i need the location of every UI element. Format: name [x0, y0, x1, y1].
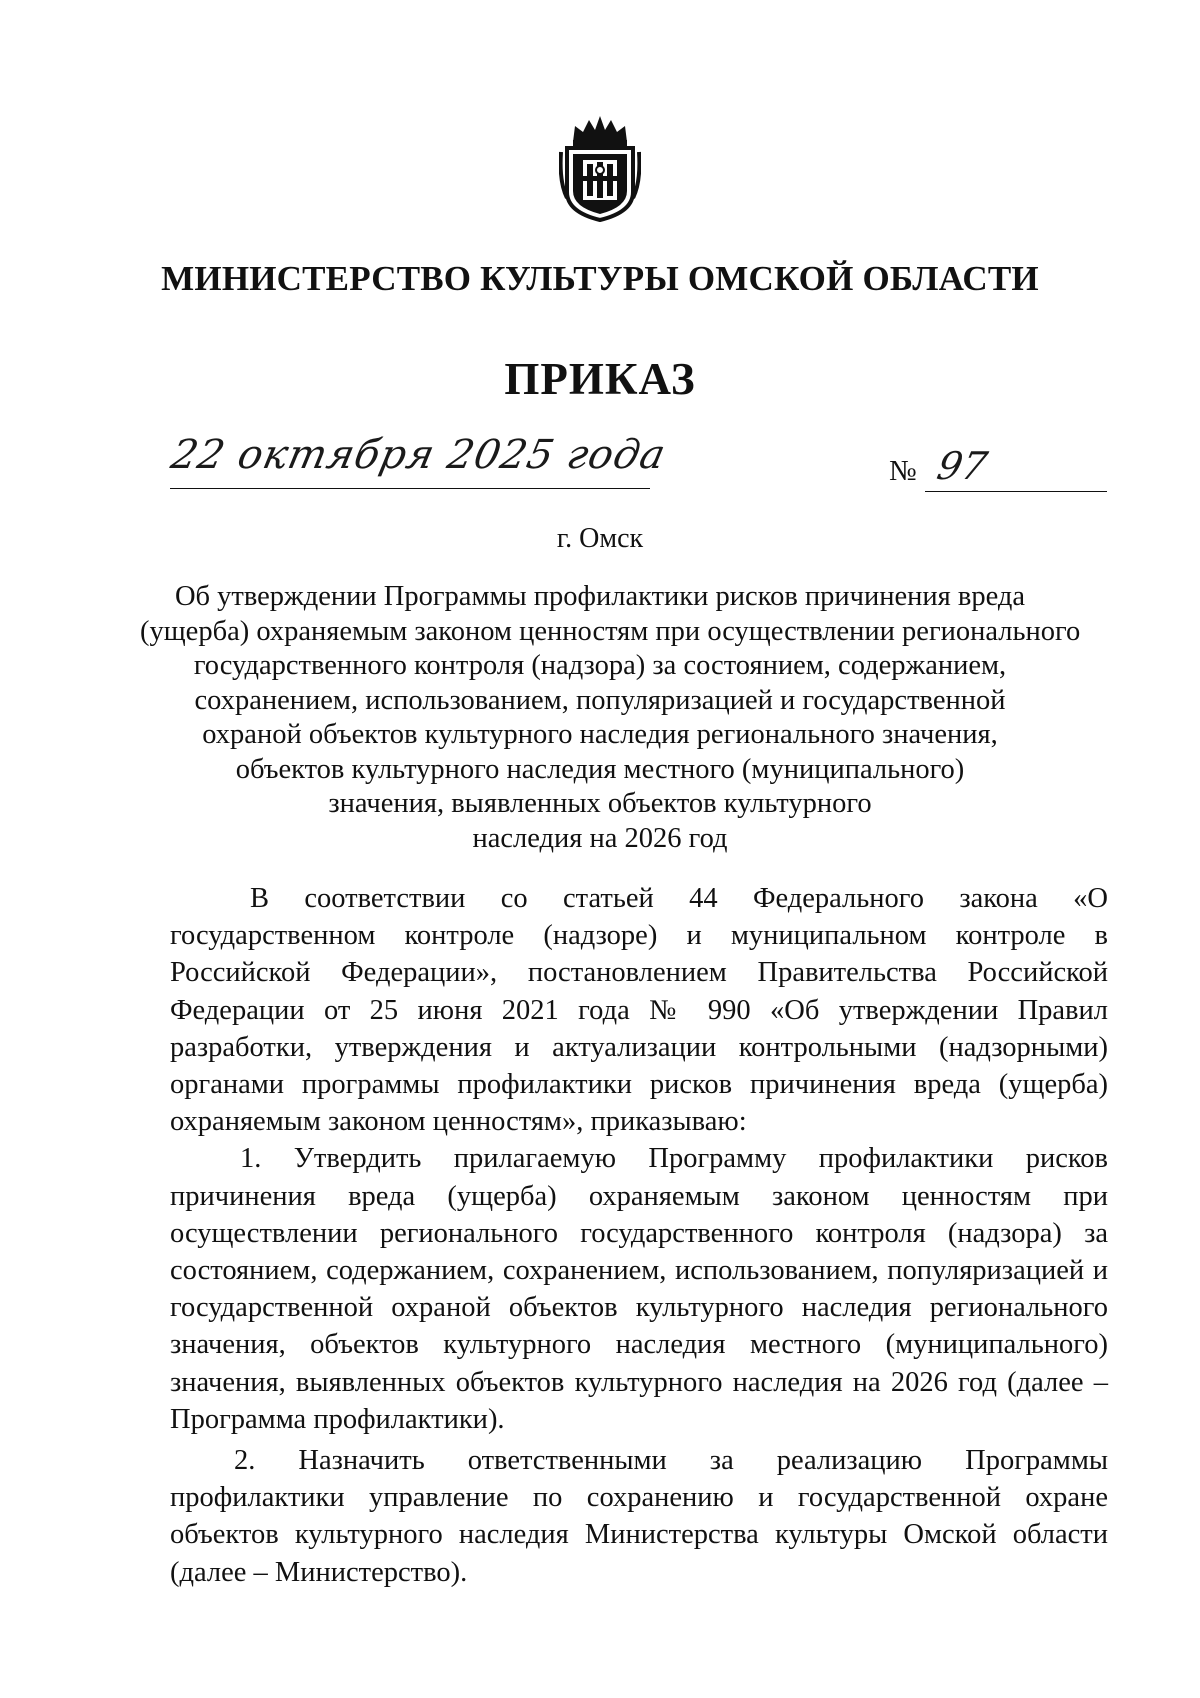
- title-line: охраной объектов культурного наследия регионального значения,: [202, 719, 998, 750]
- title-line: наследия на 2026 год: [472, 822, 728, 854]
- date-underline: [170, 488, 650, 489]
- handwritten-date: 22 октября 2025 года: [167, 432, 671, 478]
- coat-of-arms-icon: [559, 112, 641, 222]
- title-line: (ущерба) охраняемым законом ценностям при осуществлении регионального: [140, 615, 1081, 647]
- order-title: [140, 580, 1081, 856]
- number-underline: [925, 491, 1107, 492]
- number-sign: №: [889, 455, 917, 487]
- title-line: значения, выявленных объектов культурного: [328, 788, 872, 819]
- city: г. Омск: [556, 523, 644, 554]
- title-line: государственного контроля (надзора) за состоянием, содержанием,: [193, 650, 1007, 681]
- title-line: Об утверждении Программы профилактики рисков причинения вреда: [174, 581, 1026, 612]
- ministry-name: МИНИСТЕРСТВО КУЛЬТУРЫ ОМСКОЙ ОБЛАСТИ: [161, 259, 1039, 298]
- order-body: [170, 880, 1108, 1591]
- item-1-paragraph: 1. Утвердить прилагаемую Программу профилактики рисков причинения вреда (ущерба) охраняемым законом ценностям при осуществлении регионального государственного контроля (надзора) за состоянием, содержанием, сохранением, использованием, популяризацией и государственной охраной объектов культурного наследия регионального значения, объектов культурного наследия местного (муниципального) значения, выявленных объектов культурного наследия на 2026 год (далее – Программа профилактики).: [170, 1143, 1108, 1435]
- handwritten-number: 97: [933, 444, 992, 488]
- title-line: объектов культурного наследия местного (муниципального): [235, 753, 965, 785]
- preamble-paragraph: В соответствии со статьей 44 Федерального закона «О государственном контроле (надзоре) и муниципальном контроле в Российской Федерации», постановлением Правительства Российской Федерации от 25 июня 2021 года № 990 «Об утверждении Правил разработки, утверждения и актуализации контрольными (надзорными) органами программы профилактики рисков причинения вреда (ущерба) охраняемым законом ценностям», приказываю:: [170, 883, 1108, 1138]
- item-2-paragraph: 2. Назначить ответственными за реализацию Программы профилактики управление по сохранению и государственной охране объектов культурного наследия Министерства культуры Омской области (далее – Министерство).: [170, 1445, 1108, 1588]
- document-type: ПРИКАЗ: [504, 354, 696, 404]
- title-line: сохранением, использованием, популяризацией и государственной: [194, 684, 1006, 716]
